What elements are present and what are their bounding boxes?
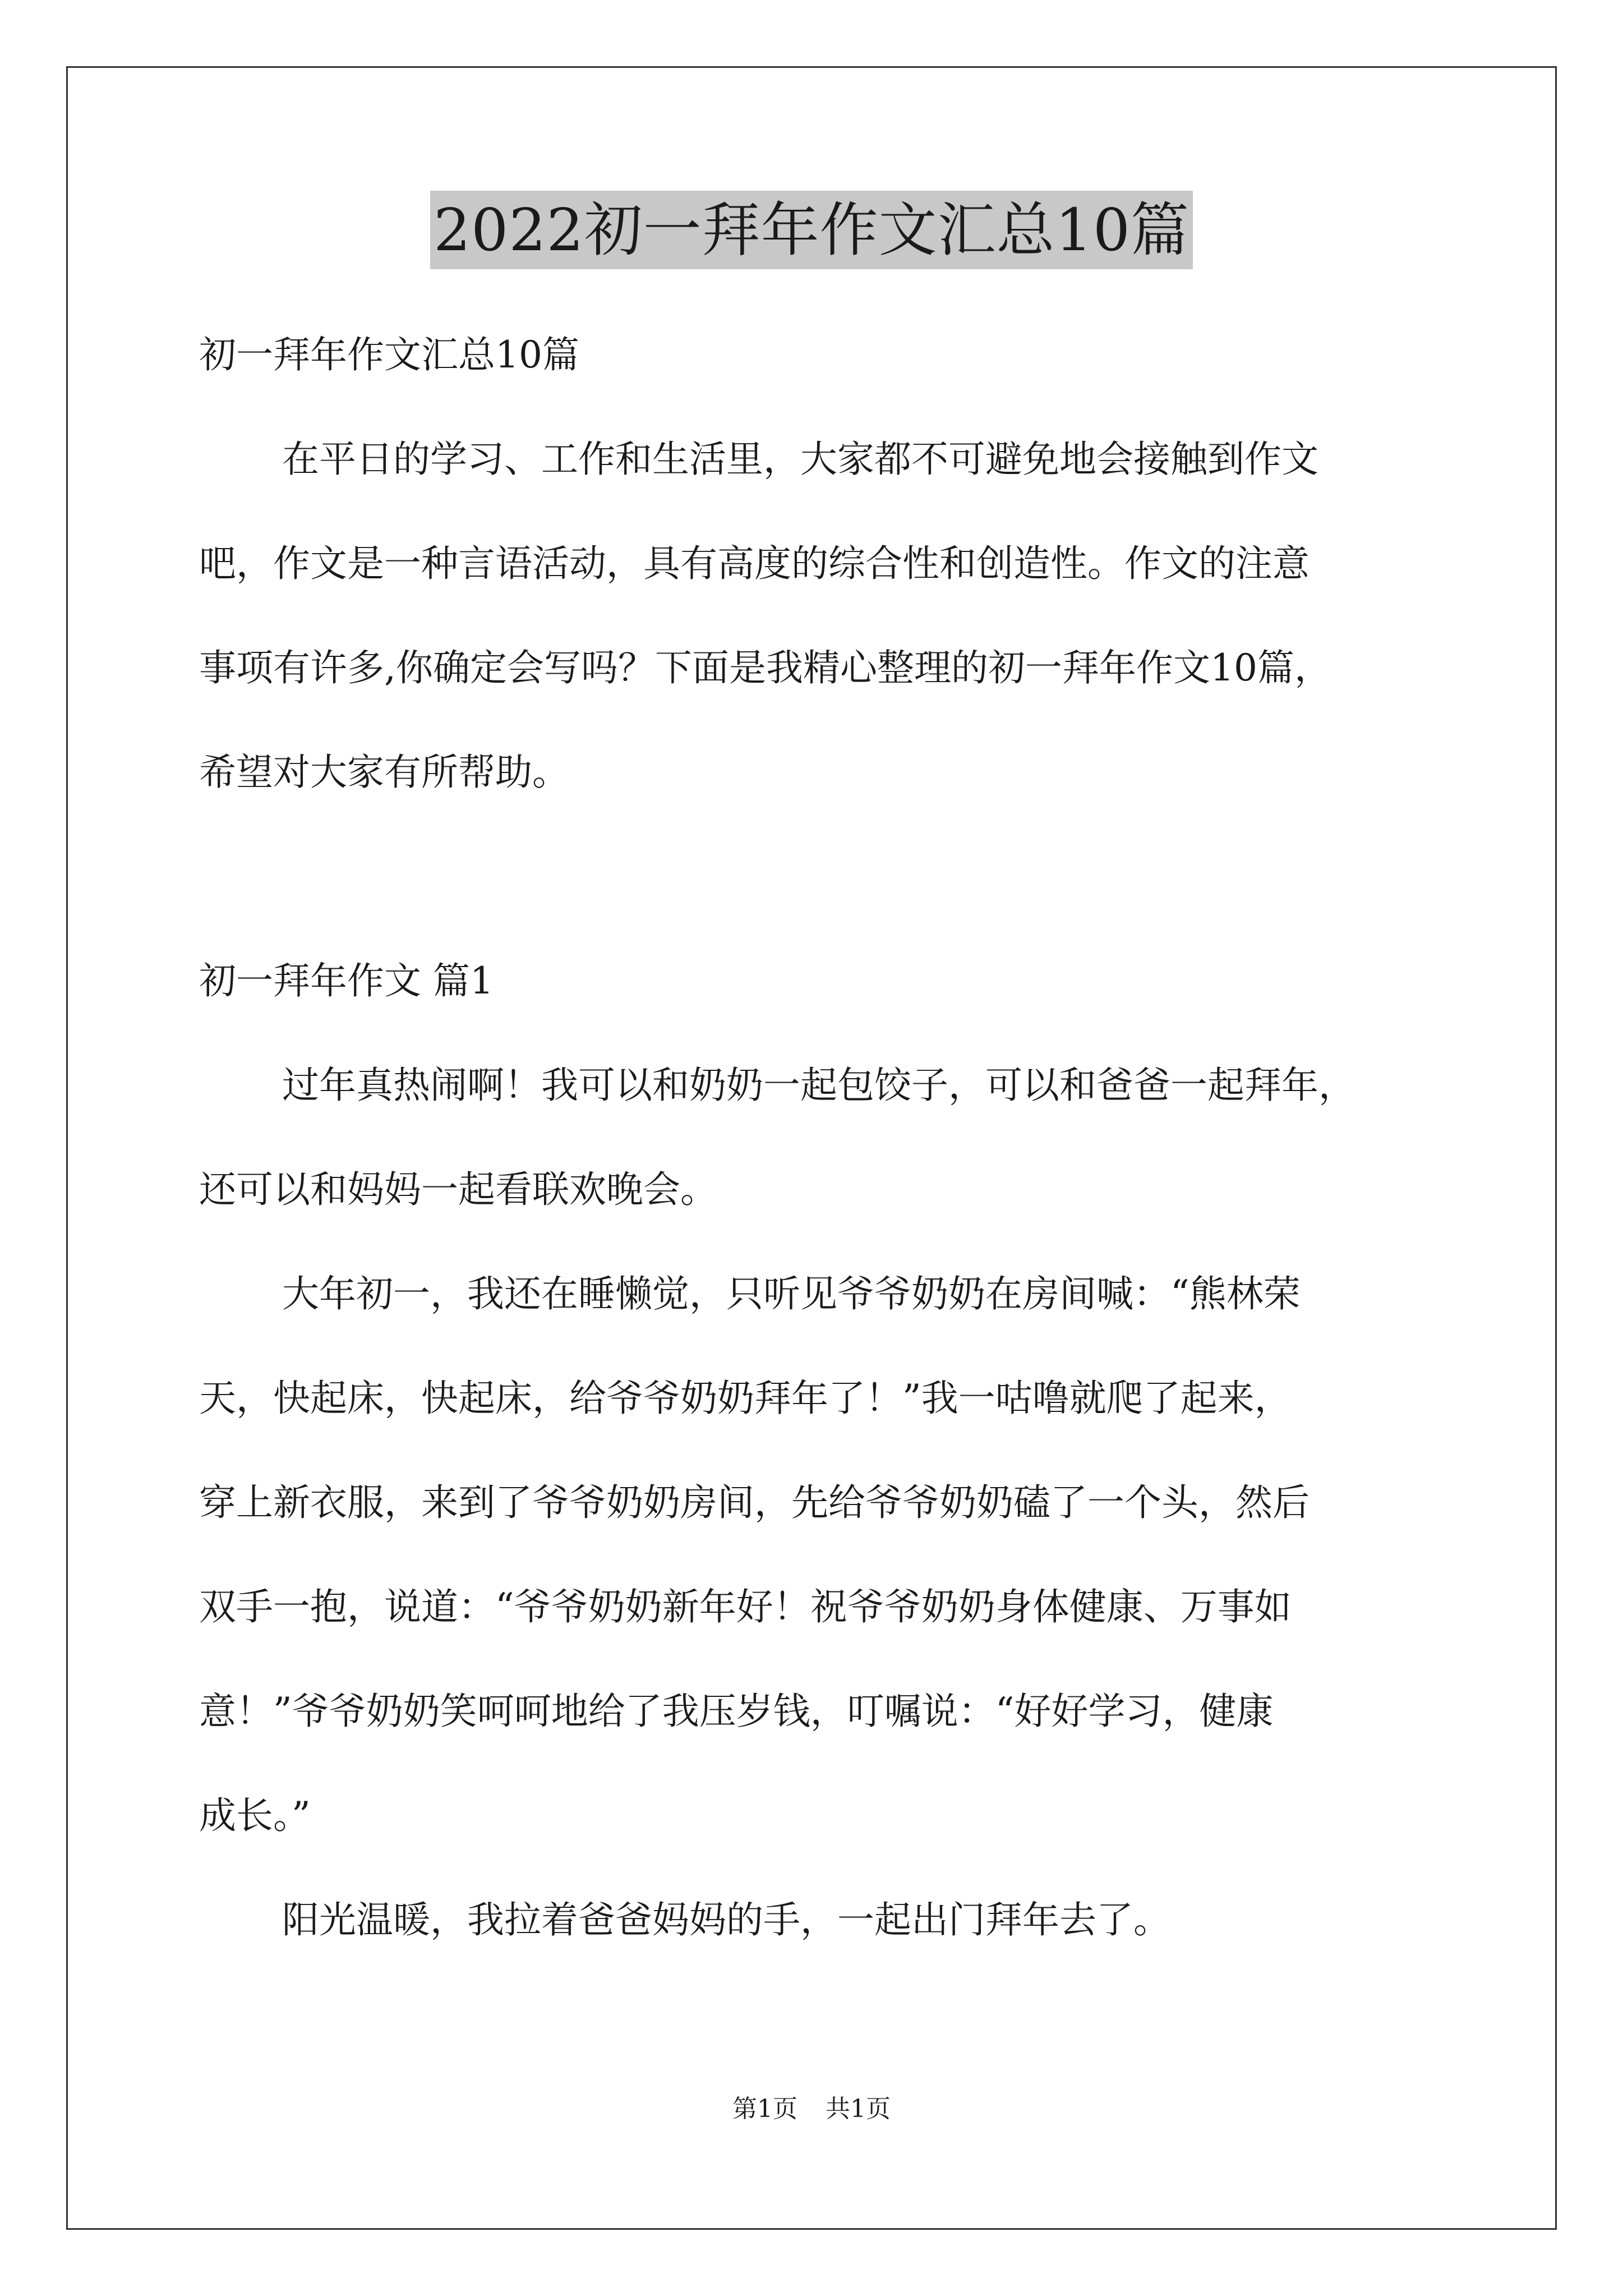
paragraph-line: 天，快起床，快起床，给爷爷奶奶拜年了！”我一咕噜就爬了起来， — [199, 1377, 1292, 1420]
section-spacer — [199, 825, 1433, 929]
paragraph-line: 大年初一，我还在睡懒觉，只听见爷爷奶奶在房间喊：“熊林荣 — [282, 1272, 1301, 1315]
section-heading: 初一拜年作文 篇1 — [199, 959, 494, 1002]
paragraph-line: 过年真热闹啊！我可以和奶奶一起包饺子，可以和爸爸一起拜年， — [282, 1064, 1355, 1107]
title-area — [0, 191, 1623, 269]
paragraph-line: 成长。” — [199, 1794, 311, 1837]
page-number-current: 第1页 — [732, 2095, 797, 2123]
paragraph-line: 还可以和妈妈一起看联欢晚会。 — [199, 1168, 717, 1211]
paragraph-line: 意！”爷爷奶奶笑呵呵地给了我压岁钱，叮嘱说：“好好学习，健康 — [199, 1690, 1274, 1733]
intro-line: 吧，作文是一种言语活动，具有高度的综合性和创造性。作文的注意 — [199, 542, 1310, 585]
intro-line: 希望对大家有所帮助。 — [199, 751, 569, 794]
document-title: 2022初一拜年作文汇总10篇 — [430, 191, 1193, 269]
intro-line: 在平日的学习、工作和生活里，大家都不可避免地会接触到作文 — [282, 438, 1318, 481]
page-number-total: 共1页 — [826, 2095, 891, 2123]
paragraph-line: 穿上新衣服，来到了爷爷奶奶房间，先给爷爷奶奶磕了一个头，然后 — [199, 1481, 1310, 1524]
paragraph-line: 阳光温暖，我拉着爸爸妈妈的手，一起出门拜年去了。 — [282, 1898, 1170, 1941]
paragraph-line: 双手一抱，说道：“爷爷奶奶新年好！祝爷爷奶奶身体健康、万事如 — [199, 1585, 1292, 1628]
document-body — [199, 303, 1433, 1972]
page-footer — [0, 2092, 1623, 2126]
intro-line: 事项有许多,你确定会写吗？下面是我精心整理的初一拜年作文10篇， — [199, 646, 1331, 689]
subtitle: 初一拜年作文汇总10篇 — [199, 333, 579, 376]
